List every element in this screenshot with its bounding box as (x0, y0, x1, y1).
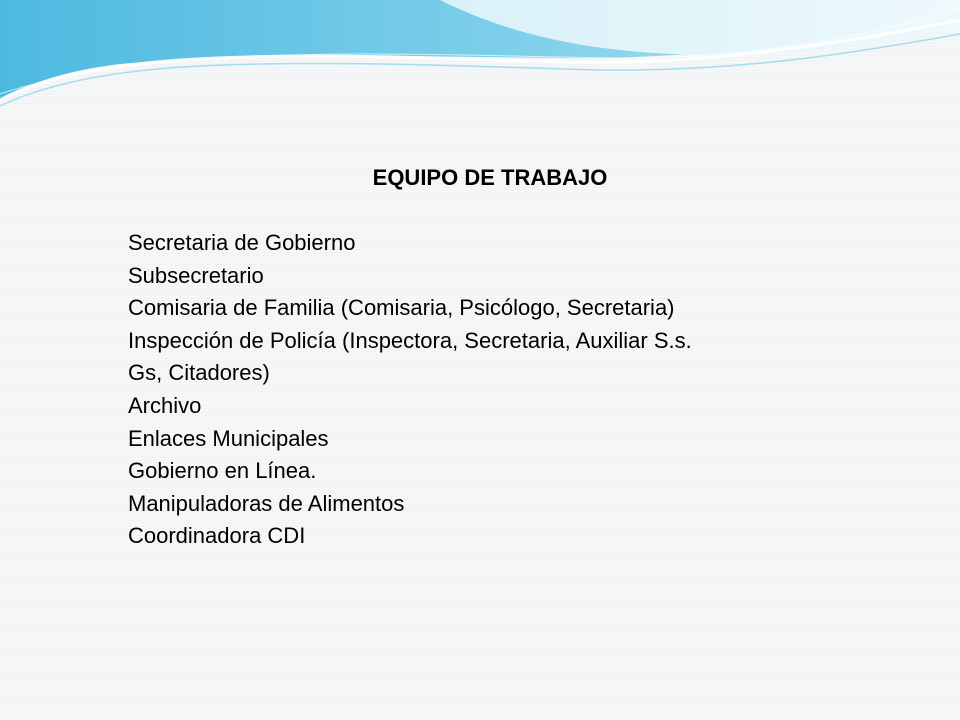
decorative-wave-header (0, 0, 960, 120)
team-list (128, 227, 848, 553)
list-item: Inspección de Policía (Inspectora, Secretaria, Auxiliar S.s. (128, 327, 692, 353)
list-item: Gs, Citadores) (128, 360, 270, 386)
list-item: Coordinadora CDI (128, 523, 306, 549)
list-item: Manipuladoras de Alimentos (128, 490, 405, 516)
list-item: Gobierno en Línea. (128, 458, 317, 484)
list-item: Archivo (128, 392, 202, 418)
list-item: Subsecretario (128, 262, 264, 288)
list-item: Enlaces Municipales (128, 425, 329, 451)
list-item: Comisaria de Familia (Comisaria, Psicólogo, Secretaria) (128, 295, 675, 321)
slide-title: EQUIPO DE TRABAJO (372, 165, 608, 190)
list-item: Secretaria de Gobierno (128, 230, 356, 255)
